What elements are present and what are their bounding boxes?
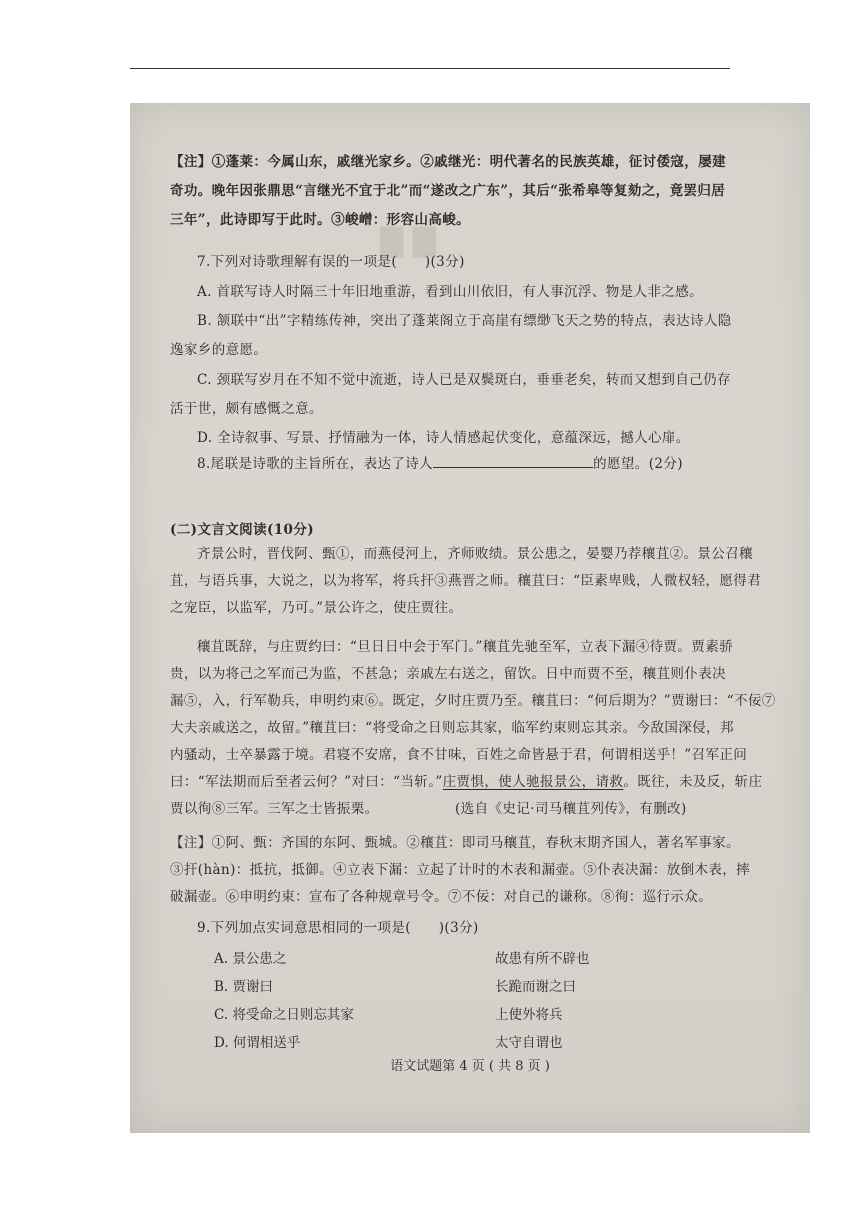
q9-option-a-left: A. 景公患之	[214, 951, 287, 967]
passage-line: 贾以徇⑧三军。三军之士皆振栗。	[170, 801, 379, 817]
passage-note-line: 破漏壶。⑥申明约束：宣布了各种规章号令。⑦不佞：对自己的谦称。⑧徇：巡行示众。	[170, 889, 713, 905]
q7-option-b: B. 颔联中“出”字精练传神，突出了蓬莱阁立于高崖有缥缈飞天之势的特点，表达诗人隐	[197, 313, 732, 329]
q9-option-c-right: 上使外将兵	[495, 1007, 563, 1023]
poem-note-line: 【注】①蓬莱：今属山东，戚继光家乡。②戚继光：明代著名的民族英雄，征讨倭寇，屡建	[170, 154, 726, 170]
q9-option-d-left: D. 何谓相送乎	[214, 1035, 301, 1051]
q8-text-before: 8.尾联是诗歌的主旨所在，表达了诗人	[197, 456, 434, 472]
poem-note-line: 三年”，此诗即写于此时。③峻嶒：形容山高峻。	[170, 212, 471, 228]
q7-option-c: C. 颈联写岁月在不知不觉中流逝，诗人已是双鬓斑白，垂垂老矣，转而又想到自己仍存	[197, 372, 731, 388]
section-title: (二)文言文阅读(10分)	[170, 522, 315, 538]
poem-note-line: 奇功。晚年因张鼎思“言继光不宜于北”而“遂改之广东”，其后“张希皋等复劾之，竟罢归居	[170, 183, 726, 199]
passage-source: (选自《史记·司马穰苴列传》，有删改)	[455, 801, 687, 817]
passage-text: 曰：“军法期而后至者云何？”对曰：“当斩。”	[170, 774, 443, 790]
passage-note-line: 【注】①阿、甄：齐国的东阿、甄城。②穰苴：即司马穰苴，春秋末期齐国人，著名军事家。	[170, 835, 740, 851]
q7-stem: 7.下列对诗歌理解有误的一项是( )(3分)	[197, 254, 465, 270]
passage-line: 苴，与语兵事，大说之，以为将军，将兵扞③燕晋之师。穰苴曰：“臣素卑贱，人微权轻，愿得君	[170, 573, 762, 589]
passage-text: 。既往，未及反，斩庄	[623, 774, 763, 790]
q8-question	[170, 455, 780, 473]
page-footer: 语文试题第 4 页 ( 共 8 页 )	[390, 1059, 550, 1074]
underlined-sentence: 庄贾惧，使人驰报景公，请救	[442, 774, 624, 790]
q7-option-c-cont: 活于世，颇有感慨之意。	[170, 401, 323, 417]
q9-option-b-right: 长跪而谢之曰	[495, 979, 576, 995]
passage-line: 齐景公时，晋伐阿、甄①，而燕侵河上，齐师败绩。景公患之，晏婴乃荐穰苴②。景公召穰	[197, 546, 753, 562]
q9-option-b-left: B. 贾谢曰	[214, 979, 274, 995]
passage-line: 大夫亲戚送之，故留。”穰苴曰：“将受命之日则忘其家，临军约束则忘其亲。今敌国深侵，邦	[170, 720, 734, 736]
q9-option-c-left: C. 将受命之日则忘其家	[214, 1007, 354, 1023]
passage-line: 之宠臣，以监军，乃可。”景公许之，使庄贾往。	[170, 600, 463, 616]
q8-text-after: 的愿望。(2分)	[593, 456, 683, 472]
q9-stem: 9.下列加点实词意思相同的一项是( )(3分)	[197, 920, 479, 936]
passage-line	[170, 773, 780, 791]
passage-line: 贵，以为将己之军而己为监，不甚急；亲戚左右送之，留饮。日中而贾不至，穰苴则仆表决	[170, 666, 726, 682]
q9-option-a-right: 故患有所不辟也	[495, 951, 590, 967]
scanned-page-photo	[130, 103, 810, 1133]
passage-line: 穰苴既辞，与庄贾约曰：“旦日日中会于军门。”穰苴先驰至军，立表下漏④待贾。贾素骄	[197, 639, 734, 655]
passage-note-line: ③扞(hàn)：抵抗，抵御。④立表下漏：立起了计时的木表和漏壶。⑤仆表决漏：放倒木表，摔	[170, 862, 751, 878]
bleed-through-shadow: ▇ ▇	[380, 223, 436, 258]
q7-option-b-cont: 逸家乡的意愿。	[170, 342, 268, 358]
q8-answer-blank[interactable]	[433, 455, 593, 468]
passage-line: 内骚动，士卒暴露于境。君寝不安席，食不甘味，百姓之命皆悬于君，何谓相送乎！”召军正问	[170, 747, 748, 763]
q7-option-d: D. 全诗叙事、写景、抒情融为一体，诗人情感起伏变化，意蕴深远，撼人心扉。	[197, 430, 690, 446]
q9-option-d-right: 太守自谓也	[495, 1035, 563, 1051]
top-rule	[130, 68, 730, 69]
passage-line: 漏⑤，入，行军勒兵，申明约束⑥。既定，夕时庄贾乃至。穰苴曰：“何后期为？”贾谢曰：“不佞⑦	[170, 693, 776, 709]
q7-option-a: A. 首联写诗人时隔三十年旧地重游，看到山川依旧，有人事沉浮、物是人非之感。	[197, 284, 704, 300]
